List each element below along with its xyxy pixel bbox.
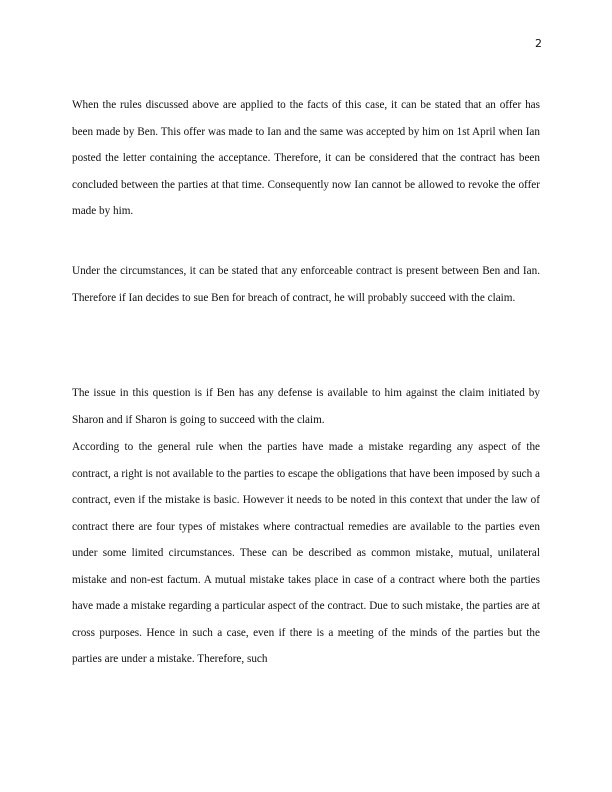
paragraph-issue bbox=[72, 380, 540, 433]
paragraph-mistake-rule bbox=[72, 434, 540, 673]
paragraph-offer-acceptance bbox=[72, 92, 540, 225]
paragraph-enforceable-contract bbox=[72, 258, 540, 311]
paragraph-text: The issue in this question is if Ben has any defense is available to him against the claim initiated by Sharon and if Sharon is going to succeed with the claim. bbox=[72, 387, 540, 426]
paragraph-text: Under the circumstances, it can be stated that any enforceable contract is present between Ben and Ian. Therefore if Ian decides to sue Ben for breach of contract, he will probably succeed with the claim. bbox=[72, 265, 540, 304]
page-number: 2 bbox=[535, 37, 542, 50]
paragraph-text: When the rules discussed above are applied to the facts of this case, it can be stated that an offer has been made by Ben. This offer was made to Ian and the same was accepted by him on 1st April when Ian posted the letter containing the acceptance. Therefore, it can be considered that the contract has been concluded between the parties at that time. Consequently now Ian cannot be allowed to revoke the offer made by him. bbox=[72, 99, 540, 217]
paragraph-text: According to the general rule when the parties have made a mistake regarding any aspect of the contract, a right is not available to the parties to escape the obligations that have been imposed by such a contract, even if the mistake is basic. However it needs to be noted in this context that under the law of contract there are four types of mistakes where contractual remedies are available to the parties even under some limited circumstances. These can be described as common mistake, mutual, unilateral mistake and non-est factum. A mutual mistake takes place in case of a contract where both the parties have made a mistake regarding a particular aspect of the contract. Due to such mistake, the parties are at cross purposes. Hence in such a case, even if there is a meeting of the minds of the parties but the parties are under a mistake. Therefore, such bbox=[72, 441, 540, 665]
